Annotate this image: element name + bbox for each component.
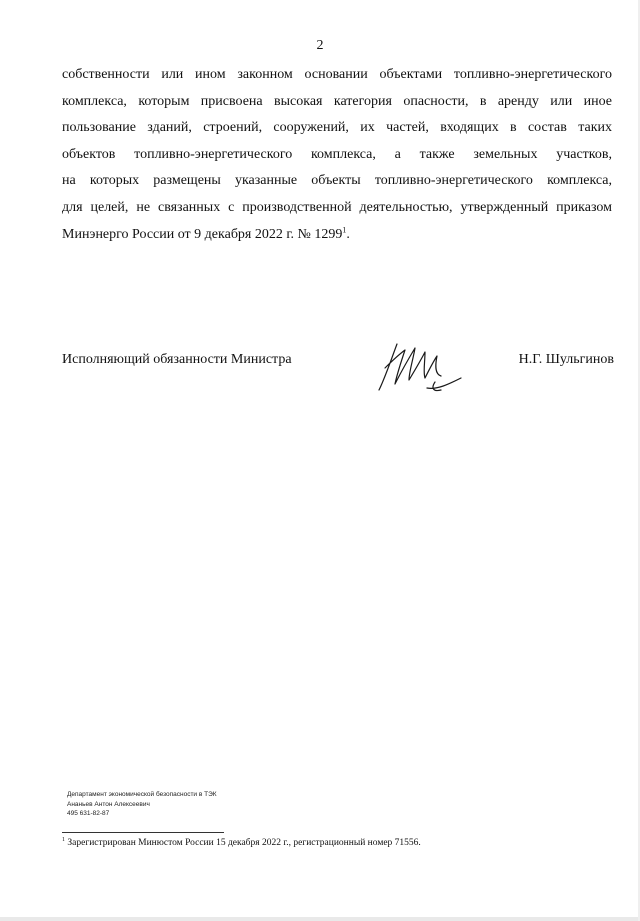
signature-block <box>62 352 614 402</box>
footnote-separator <box>62 832 224 833</box>
body-line: комплекса, которым присвоена высокая категория опасности, в аренду или иное <box>62 93 612 109</box>
handwritten-signature <box>375 338 467 394</box>
body-paragraph <box>62 62 612 248</box>
contact-phone: 495 631-82-87 <box>67 810 110 817</box>
signatory-name: Н.Г. Шульгинов <box>518 352 614 367</box>
contact-block <box>67 790 217 819</box>
page-number: 2 <box>316 38 324 53</box>
body-line-last <box>62 222 612 249</box>
sentence-end: . <box>346 226 350 242</box>
body-line: собственности или ином законном основании объектами топливно-энергетического <box>62 67 612 82</box>
footnote-reference: 1 <box>342 224 347 234</box>
body-line: для целей, не связанных с производственной деятельностью, утвержденный приказом <box>62 199 612 215</box>
footnote-text: Зарегистрирован Минюстом России 15 декабря 2022 г., регистрационный номер 71556. <box>65 838 421 848</box>
footnote-mark: 1 <box>62 836 65 843</box>
scan-edge-bottom <box>0 917 640 921</box>
contact-person: Ананьев Антон Алексеевич <box>67 800 150 808</box>
body-line: пользование зданий, строений, сооружений, их частей, входящих в состав таких <box>62 120 612 136</box>
footnote <box>62 838 421 848</box>
body-line: объектов топливно-энергетического комплекса, а также земельных участков, <box>62 146 612 162</box>
order-reference: Минэнерго России от 9 декабря 2022 г. № 1299 <box>62 226 343 242</box>
signatory-position: Исполняющий обязанности Министра <box>62 352 292 367</box>
body-line: на которых размещены указанные объекты топливно-энергетического комплекса, <box>62 173 612 189</box>
department-name: Департамент экономической безопасности в ТЭК <box>67 791 217 798</box>
